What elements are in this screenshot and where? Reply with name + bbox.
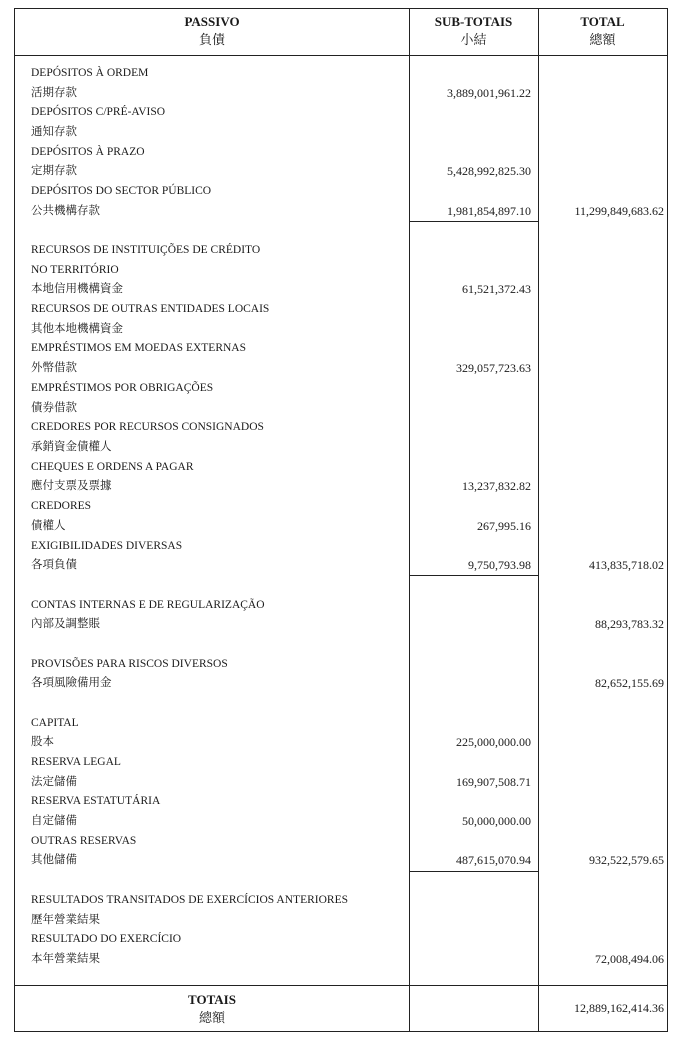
line-item-label: 債權人 xyxy=(31,520,66,532)
total-value: 413,835,718.02 xyxy=(589,558,664,572)
line-item-label: RECURSOS DE INSTITUIÇÕES DE CRÉDITO xyxy=(31,244,261,256)
line-item-label: 其他本地機構資金 xyxy=(31,323,123,335)
line-item-label: 法定儲備 xyxy=(31,776,77,788)
line-item-label: EMPRÉSTIMOS POR OBRIGAÇÕES xyxy=(31,382,214,394)
line-item-label: 承銷資金債權人 xyxy=(31,441,112,453)
subtotal-value: 9,750,793.98 xyxy=(468,558,531,572)
line-item-label: CHEQUES E ORDENS A PAGAR xyxy=(31,461,194,473)
line-item-label: 內部及調整賬 xyxy=(31,618,100,630)
header-subtotais-zh: 小結 xyxy=(460,32,487,47)
total-value: 88,293,783.32 xyxy=(595,617,664,631)
line-item-label: 本年營業結果 xyxy=(31,953,100,965)
subtotal-value: 1,981,854,897.10 xyxy=(447,204,531,218)
line-item-label: CONTAS INTERNAS E DE REGULARIZAÇÃO xyxy=(31,599,265,611)
line-item-label: 各項風險備用金 xyxy=(31,677,112,689)
subtotal-value: 169,907,508.71 xyxy=(456,775,531,789)
line-item-label: 股本 xyxy=(31,736,54,748)
subtotal-value: 225,000,000.00 xyxy=(456,735,531,749)
line-item-label: 各項負債 xyxy=(31,559,77,571)
line-item-label: EXIGIBILIDADES DIVERSAS xyxy=(31,540,183,552)
line-item-label: 通知存款 xyxy=(31,126,77,138)
line-item-label: RESERVA LEGAL xyxy=(31,756,121,768)
column-divider-total xyxy=(538,9,539,1031)
subtotal-value: 3,889,001,961.22 xyxy=(447,86,531,100)
total-value: 82,652,155.69 xyxy=(595,676,664,690)
line-item-label: 應付支票及票據 xyxy=(31,480,112,492)
subtotal-value: 50,000,000.00 xyxy=(462,814,531,828)
line-item-label: RECURSOS DE OUTRAS ENTIDADES LOCAIS xyxy=(31,303,270,315)
line-item-label: DEPÓSITOS DO SECTOR PÚBLICO xyxy=(31,185,212,197)
subtotal-value: 487,615,070.94 xyxy=(456,853,531,867)
line-item-label: 債券借款 xyxy=(31,402,77,414)
total-value: 932,522,579.65 xyxy=(589,853,664,867)
total-value: 72,008,494.06 xyxy=(595,952,664,966)
line-item-label: 外幣借款 xyxy=(31,362,77,374)
line-item-label: 其他儲備 xyxy=(31,854,77,866)
line-item-label: CAPITAL xyxy=(31,717,79,729)
subtotal-value: 329,057,723.63 xyxy=(456,361,531,375)
header-passivo-zh: 負債 xyxy=(198,32,225,47)
line-item-label: RESULTADOS TRANSITADOS DE EXERCÍCIOS ANTERIORES xyxy=(31,894,348,906)
header-total xyxy=(538,13,667,49)
line-item-label: NO TERRITÓRIO xyxy=(31,264,119,276)
line-item-label: 歷年營業結果 xyxy=(31,914,100,926)
line-item-label: CREDORES xyxy=(31,500,92,512)
line-item-label: 本地信用機構資金 xyxy=(31,283,123,295)
totals-label xyxy=(15,991,409,1027)
total-value: 11,299,849,683.62 xyxy=(574,204,664,218)
header-passivo xyxy=(15,13,409,49)
line-item-label: 自定儲備 xyxy=(31,815,77,827)
footer-rule xyxy=(15,985,667,986)
subtotal-value: 61,521,372.43 xyxy=(462,282,531,296)
subtotal-rule xyxy=(409,221,538,222)
subtotal-value: 5,428,992,825.30 xyxy=(447,164,531,178)
subtotal-value: 13,237,832.82 xyxy=(462,479,531,493)
header-total-label: TOTAL xyxy=(580,14,625,29)
line-item-label: CREDORES POR RECURSOS CONSIGNADOS xyxy=(31,421,264,433)
totals-label-en: TOTAIS xyxy=(188,992,236,1007)
header-rule xyxy=(15,55,667,56)
header-subtotais xyxy=(409,13,538,49)
subtotal-rule xyxy=(409,575,538,576)
subtotal-rule xyxy=(409,871,538,872)
line-item-label: OUTRAS RESERVAS xyxy=(31,835,137,847)
line-item-label: 公共機構存款 xyxy=(31,205,100,217)
line-item-label: 活期存款 xyxy=(31,87,77,99)
line-item-label: RESULTADO DO EXERCÍCIO xyxy=(31,933,182,945)
header-subtotais-label: SUB-TOTAIS xyxy=(434,14,513,29)
totals-label-zh: 總額 xyxy=(198,1010,225,1025)
line-item-label: 定期存款 xyxy=(31,165,77,177)
subtotal-value: 267,995.16 xyxy=(477,519,531,533)
line-item-label: DEPÓSITOS À ORDEM xyxy=(31,67,149,79)
line-item-label: DEPÓSITOS C/PRÉ-AVISO xyxy=(31,106,166,118)
line-item-label: RESERVA ESTATUTÁRIA xyxy=(31,795,161,807)
line-item-label: PROVISÕES PARA RISCOS DIVERSOS xyxy=(31,658,228,670)
balance-sheet-table xyxy=(14,8,668,1032)
line-item-label: DEPÓSITOS À PRAZO xyxy=(31,146,145,158)
line-item-label: EMPRÉSTIMOS EM MOEDAS EXTERNAS xyxy=(31,342,247,354)
header-passivo-label: PASSIVO xyxy=(184,14,240,29)
grand-total-value: 12,889,162,414.36 xyxy=(574,1001,664,1015)
header-total-zh: 總額 xyxy=(589,32,616,47)
